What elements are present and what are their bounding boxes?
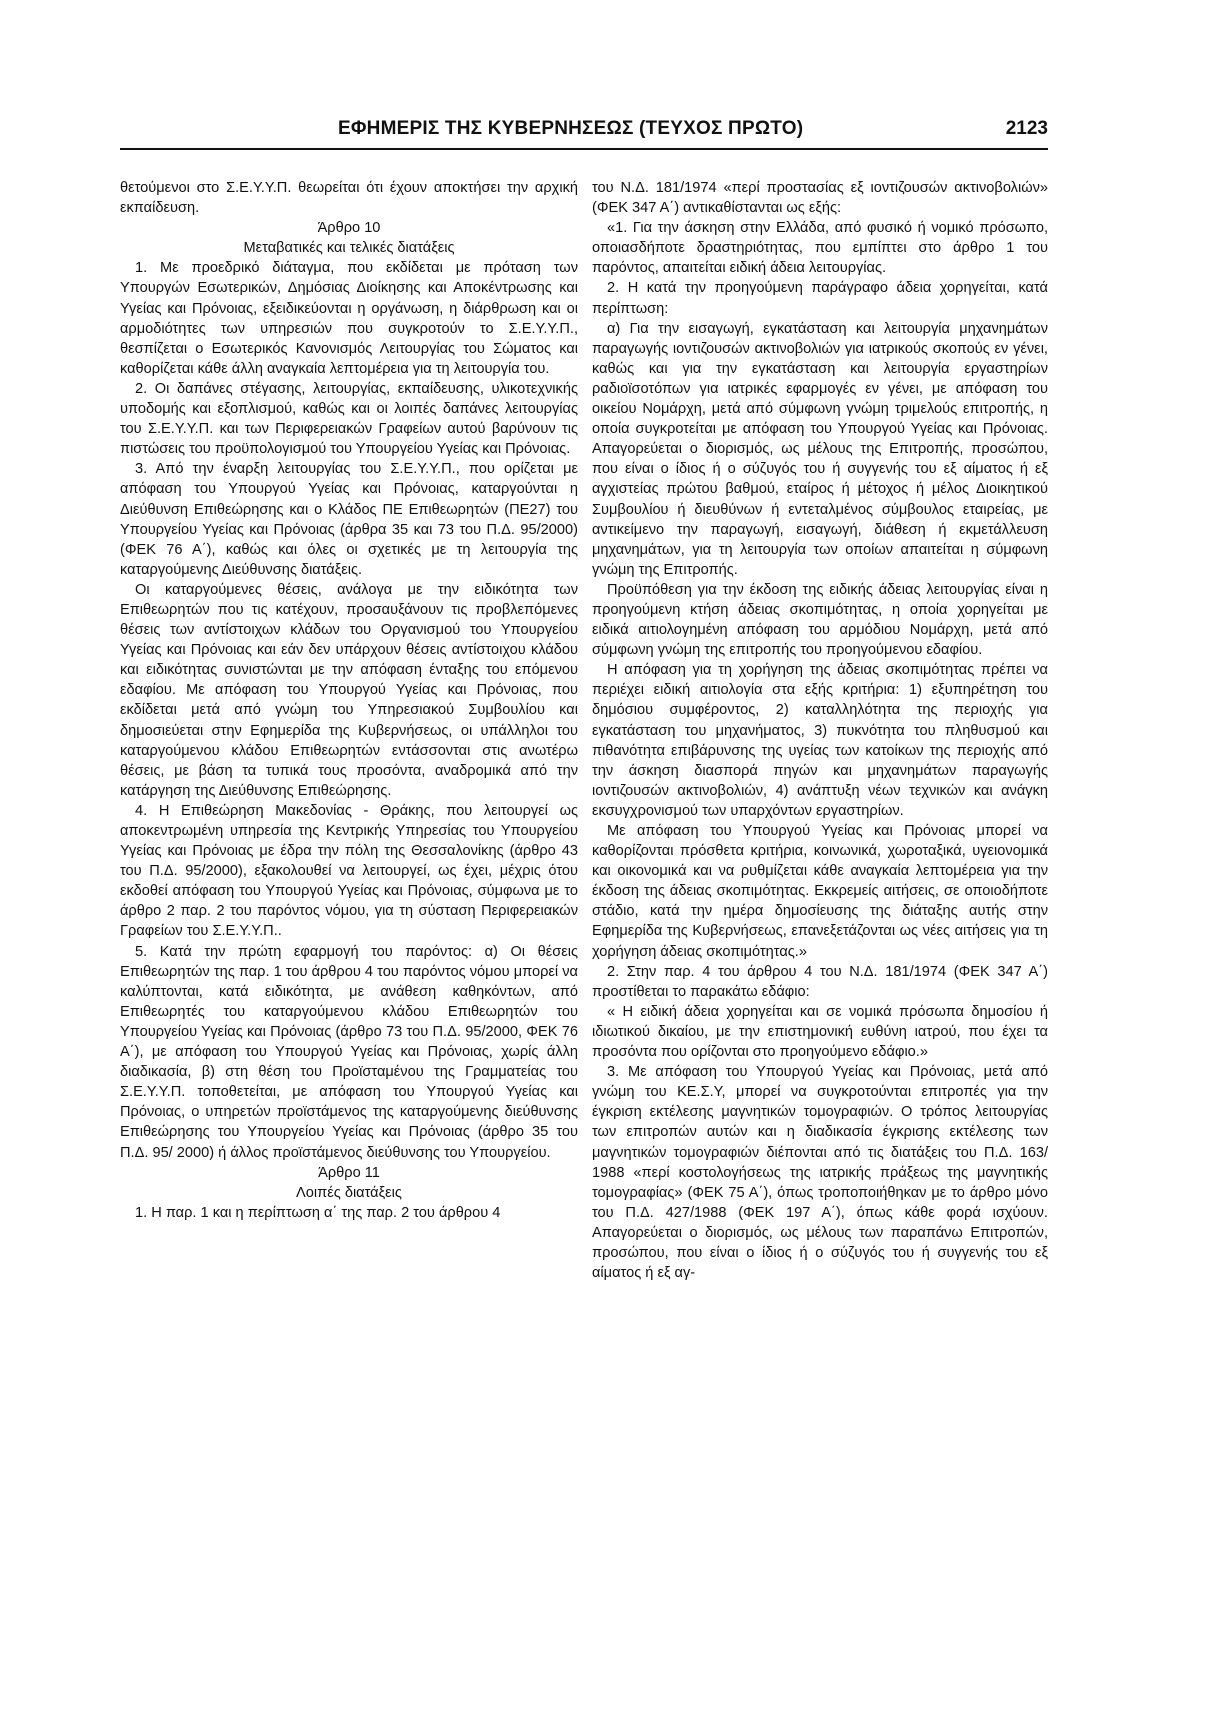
article-subtitle: Μεταβατικές και τελικές διατάξεις [243, 240, 455, 257]
header-rule [120, 148, 1048, 150]
paragraph: του Ν.Δ. 181/1974 «περί προστασίας εξ ιοντιζουσών ακτινοβολιών» (ΦΕΚ 347 Α΄) αντικαθίστανται ως εξής: [592, 180, 1048, 217]
right-column [592, 178, 1048, 1283]
paragraph: 4. Η Επιθεώρηση Μακεδονίας - Θράκης, που λειτουργεί ως αποκεντρωμένη υπηρεσία της Κεντρικής Υπηρεσίας του Υπουργείου Υγείας και Πρόνοιας με έδρα την πόλη της Θεσσαλονίκης (άρθρο 43 του Π.Δ. 95/2000), εξακολουθεί να λειτουργεί, ως έχει, μέχρις ότου εκδοθεί απόφαση του Υπουργού Υγείας και Πρόνοιας, σύμφωνα με το άρθρο 2 παρ. 2 του παρόντος νόμου, για τη σύσταση Περιφερειακών Γραφείων του Σ.Ε.Υ.Υ.Π.. [120, 802, 578, 940]
paragraph: 1. Με προεδρικό διάταγμα, που εκδίδεται με πρόταση των Υπουργών Εσωτερικών, Δημόσιας Διοίκησης και Αποκέντρωσης και Υγείας και Πρόνοιας, εξειδικεύονται η οργάνωση, η διάρθρωση και οι αρμοδιότητες των υπηρεσιών που συγκροτούν το Σ.Ε.Υ.Υ.Π., θεσπίζεται ο Εσωτερικός Κανονισμός Λειτουργίας του Σώματος και καθορίζεται κάθε άλλη αναγκαία λεπτομέρεια για τη λειτουργία του. [120, 260, 578, 377]
paragraph: «1. Για την άσκηση στην Ελλάδα, από φυσικό ή νομικό πρόσωπο, οποιασδήποτε δραστηριότητας, που εμπίπτει στο άρθρο 1 του παρόντος, απαιτείται ειδική άδεια λειτουργίας. [592, 220, 1048, 277]
paragraph: 2. Η κατά την προηγούμενη παράγραφο άδεια χορηγείται, κατά περίπτωση: [592, 280, 1048, 317]
left-column [120, 178, 578, 1223]
header-title: ΕΦΗΜΕΡΙΣ ΤΗΣ ΚΥΒΕΡΝΗΣΕΩΣ (ΤΕΥΧΟΣ ΠΡΩΤΟ) [338, 118, 804, 139]
paragraph: 3. Από την έναρξη λειτουργίας του Σ.Ε.Υ.Υ.Π., που ορίζεται με απόφαση του Υπουργού Υγείας και Πρόνοιας, καταργούνται η Διεύθυνση Επιθεώρησης και ο Κλάδος ΠΕ Επιθεωρητών (ΠΕ27) του Υπουργείου Υγείας και Πρόνοιας (άρθρα 35 και 73 του Π.Δ. 95/2000) (ΦΕΚ 76 Α΄), καθώς και όλες οι σχετικές με τη λειτουργία της καταργούμενης Διεύθυνσης διατάξεις. [120, 461, 578, 578]
paragraph: Η απόφαση για τη χορήγηση της άδειας σκοπιμότητας πρέπει να περιέχει ειδική αιτιολογία στα εξής κριτήρια: 1) εξυπηρέτηση του δημόσιου συμφέροντος, 2) καταλληλότητα της περιοχής για εγκατάσταση του μηχανήματος, 3) πυκνότητα του πληθυσμού και πιθανότητα επιβάρυνσης της υγείας των κατοίκων της περιοχής από την άσκηση διασπορά πηγών και μηχανημάτων παραγωγής ιοντιζουσών ακτινοβολιών, 4) ανάπτυξη νέων τεχνικών και ανάγκη εκσυγχρονισμού των υπαρχόντων εργαστηρίων. [592, 662, 1048, 819]
paragraph: Προϋπόθεση για την έκδοση της ειδικής άδειας λειτουργίας είναι η προηγούμενη κτήση άδειας σκοπιμότητας, η οποία χορηγείται με ειδικά αιτιολογημένη απόφαση του αρμόδιου Νομάρχη, μετά από σύμφωνη γνώμη της επιτροπής του προηγούμενου εδαφίου. [592, 581, 1048, 659]
paragraph: 2. Οι δαπάνες στέγασης, λειτουργίας, εκπαίδευσης, υλικοτεχνικής υποδομής και εξοπλισμού, καθώς και οι λοιπές δαπάνες λειτουργίας του Σ.Ε.Υ.Υ.Π. και των Περιφερειακών Γραφείων αυτού βαρύνουν τις πιστώσεις του προϋπολογισμού του Υπουργείου Υγείας και Πρόνοιας. [120, 380, 578, 458]
paragraph: α) Για την εισαγωγή, εγκατάσταση και λειτουργία μηχανημάτων παραγωγής ιοντιζουσών ακτινοβολιών για ιατρικούς σκοπούς εν γένει, καθώς και για την εγκατάσταση και λειτουργία εργαστηρίων ραδιοϊσοτόπων για ιατρικές εφαρμογές εν γένει, με απόφαση του οικείου Νομάρχη, μετά από σύμφωνη γνώμη τριμελούς επιτροπής, η οποία συγκροτείται με απόφαση του Υπουργού Υγείας και Πρόνοιας. Απαγορεύεται ο διορισμός, ως μέλους της Επιτροπής, προσώπου, που είναι ο ίδιος ή ο σύζυγός του ή συγγενής του εξ αίματος ή εξ αγχιστείας πρώτου βαθμού, εταίρος ή μέτοχος ή μέλος Διοικητικού Συμβουλίου ή διευθύνων ή εντεταλμένος σύμβουλος εταιρείας, με αντικείμενο την παραγωγή, εισαγωγή, διάθεση ή εκμετάλλευση μηχανημάτων, για τη λειτουργία των οποίων απαιτείται η σύμφωνη γνώμη της Επιτροπής. [592, 320, 1048, 578]
article-heading: Άρθρο 10 [317, 220, 381, 237]
paragraph: 1. Η παρ. 1 και η περίπτωση α΄ της παρ. 2 του άρθρου 4 [135, 1204, 501, 1221]
paragraph: 2. Στην παρ. 4 του άρθρου 4 του Ν.Δ. 181/1974 (ΦΕΚ 347 Α΄) προστίθεται το παρακάτω εδάφιο: [592, 963, 1048, 1000]
paragraph: 3. Με απόφαση του Υπουργού Υγείας και Πρόνοιας, μετά από γνώμη του ΚΕ.Σ.Υ, μπορεί να συγκροτούνται επιτροπές για την έγκριση εκτέλεσης μαγνητικών τομογραφιών. Ο τρόπος λειτουργίας των επιτροπών αυτών και η διαδικασία έγκρισης εκτέλεσης των μαγνητικών τομογραφιών διέπονται από τις διατάξεις του Π.Δ. 163/ 1988 «περί κοστολογήσεως της ιατρικής πράξεως της μαγνητικής τομογραφίας» (ΦΕΚ 75 Α΄), όπως τροποποιήθηκαν με το άρθρο μόνο του Π.Δ. 427/1988 (ΦΕΚ 197 Α΄), όπως κάθε φορά ισχύουν. Απαγορεύεται ο διορισμός, ως μέλους των παραπάνω Επιτροπών, προσώπου, που είναι ο ίδιος ή ο σύζυγός του ή συγγενής του εξ αίματος ή εξ αγ- [592, 1064, 1048, 1282]
page-header [120, 118, 1048, 148]
article-subtitle: Λοιπές διατάξεις [296, 1184, 402, 1201]
article-heading: Άρθρο 11 [318, 1164, 380, 1181]
paragraph: θετούμενοι στο Σ.Ε.Υ.Υ.Π. θεωρείται ότι έχουν αποκτήσει την αρχική εκπαίδευση. [120, 180, 578, 217]
paragraph: Οι καταργούμενες θέσεις, ανάλογα με την ειδικότητα των Επιθεωρητών που τις κατέχουν, προσαυξάνουν τις προβλεπόμενες θέσεις των αντίστοιχων κλάδων του Οργανισμού του Υπουργείου Υγείας και Πρόνοιας και εάν δεν υπάρχουν θέσεις αντίστοιχου κλάδου και ειδικότητας συνιστώνται με την απόφαση ένταξης του επόμενου εδαφίου. Με απόφαση του Υπουργού Υγείας και Πρόνοιας, που εκδίδεται μετά από γνώμη του Υπηρεσιακού Συμβουλίου και δημοσιεύεται στην Εφημερίδα της Κυβερνήσεως, οι υπάλληλοι του καταργούμενου κλάδου Επιθεωρητών εντάσσονται στις ανωτέρω θέσεις, με βάση τα τυπικά τους προσόντα, αναδρομικά από την κατάργηση της Διεύθυνσης Επιθεώρησης. [120, 581, 578, 799]
paragraph: 5. Κατά την πρώτη εφαρμογή του παρόντος: α) Οι θέσεις Επιθεωρητών της παρ. 1 του άρθρου 4 του παρόντος νόμου μπορεί να καλύπτονται, κατά ειδικότητα, με ανάθεση καθηκόντων, από Επιθεωρητές του καταργούμενου κλάδου Επιθεωρητών του Υπουργείου Υγείας και Πρόνοιας (άρθρο 73 του Π.Δ. 95/2000, ΦΕΚ 76 Α΄), με απόφαση του Υπουργού Υγείας και Πρόνοιας, χωρίς άλλη διαδικασία, β) στη θέση του Προϊσταμένου της Γραμματείας του Σ.Ε.Υ.Υ.Π. τοποθετείται, με απόφαση του Υπουργού Υγείας και Πρόνοιας, ο υπηρετών προϊστάμενος της καταργούμενης διεύθυνσης Επιθεώρησης του Υπουργείου Υγείας και Πρόνοιας (άρθρο 35 του Π.Δ. 95/ 2000) ή άλλος προϊστάμενος διεύθυνσης του Υπουργείου. [120, 943, 578, 1161]
paragraph: Με απόφαση του Υπουργού Υγείας και Πρόνοιας μπορεί να καθορίζονται πρόσθετα κριτήρια, κοινωνικά, χωροταξικά, υγειονομικά και οικονομικά και να ρυθμίζεται κάθε αναγκαία λεπτομέρεια για την έκδοση της άδειας σκοπιμότητας. Εκκρεμείς αιτήσεις, σε οποιοδήποτε στάδιο, κατά την ημέρα δημοσίευσης της διάταξης αυτής στην Εφημερίδα της Κυβερνήσεως, επανεξετάζονται ως νέες αιτήσεις για τη χορήγηση άδειας σκοπιμότητας.» [592, 823, 1048, 960]
paragraph: « Η ειδική άδεια χορηγείται και σε νομικά πρόσωπα δημοσίου ή ιδιωτικού δικαίου, με την επιστημονική ευθύνη ιατρού, που έχει τα προσόντα που ορίζονται στο προηγούμενο εδάφιο.» [592, 1003, 1048, 1061]
page-number: 2123 [1005, 118, 1048, 139]
